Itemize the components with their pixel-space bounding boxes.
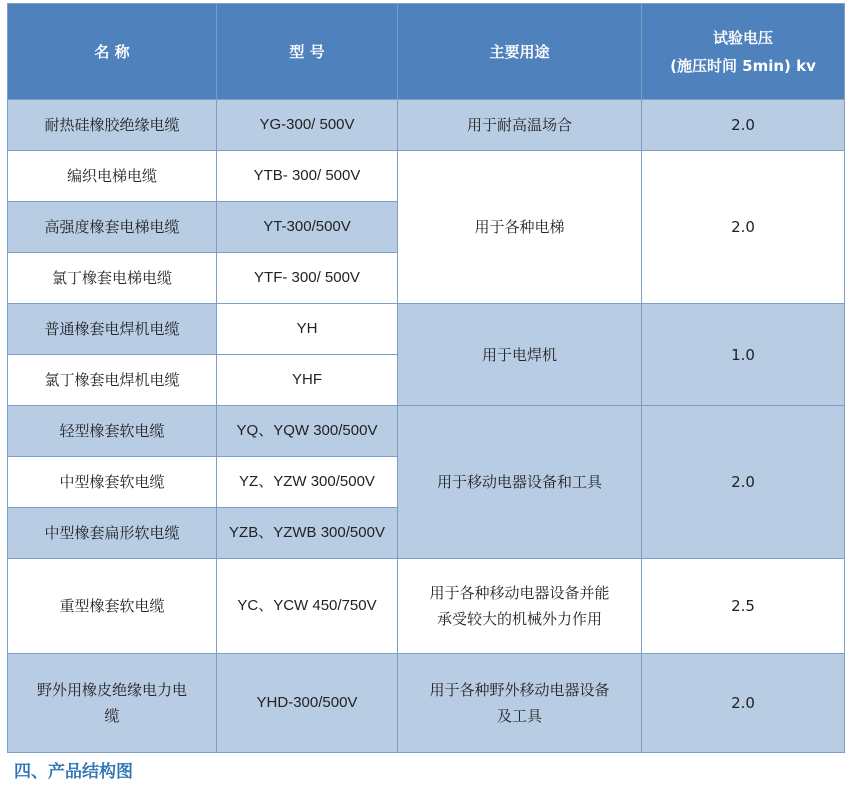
cell-voltage: 2.0 [642, 406, 845, 559]
cell-use: 用于耐高温场合 [398, 100, 642, 151]
cell-name: 高强度橡套电梯电缆 [8, 202, 217, 253]
table-row [8, 304, 845, 355]
cell-voltage: 2.0 [642, 100, 845, 151]
cell-name: 编织电梯电缆 [8, 151, 217, 202]
cell-voltage: 1.0 [642, 304, 845, 406]
cell-model: YT-300/500V [217, 202, 398, 253]
header-name: 名 称 [8, 4, 217, 100]
cell-use-line2: 承受较大的机械外力作用 [436, 610, 602, 628]
table-row [8, 654, 845, 753]
cell-name: 轻型橡套软电缆 [8, 406, 217, 457]
cell-name: 氯丁橡套电梯电缆 [8, 253, 217, 304]
header-voltage-line2: (施压时间 5min) kv [670, 56, 816, 75]
header-voltage-line1: 试验电压 [712, 28, 773, 47]
cell-use [398, 559, 642, 654]
table-row [8, 100, 845, 151]
spec-table [7, 3, 845, 753]
cell-name-line2: 缆 [104, 707, 120, 725]
section-heading: 四、产品结构图 [14, 762, 133, 782]
cell-name-line1: 野外用橡皮绝缘电力电 [36, 681, 187, 699]
cell-name [8, 654, 217, 753]
header-use: 主要用途 [398, 4, 642, 100]
cell-model: YHD-300/500V [217, 654, 398, 753]
cell-use-line1: 用于各种移动电器设备并能 [429, 584, 610, 602]
cell-model: YTF- 300/ 500V [217, 253, 398, 304]
cell-use-line2: 及工具 [496, 707, 542, 725]
cell-name: 中型橡套软电缆 [8, 457, 217, 508]
cell-name: 氯丁橡套电焊机电缆 [8, 355, 217, 406]
cell-voltage: 2.0 [642, 151, 845, 304]
table-row [8, 151, 845, 202]
cell-use: 用于移动电器设备和工具 [398, 406, 642, 559]
cell-name: 重型橡套软电缆 [8, 559, 217, 654]
table-row [8, 406, 845, 457]
cell-model: YH [217, 304, 398, 355]
cell-voltage: 2.0 [642, 654, 845, 753]
cell-model: YHF [217, 355, 398, 406]
cell-use [398, 654, 642, 753]
cell-model: YC、YCW 450/750V [217, 559, 398, 654]
header-voltage [642, 4, 845, 100]
header-model: 型 号 [217, 4, 398, 100]
cell-model: YZB、YZWB 300/500V [217, 508, 398, 559]
cell-model: YZ、YZW 300/500V [217, 457, 398, 508]
cell-model: YTB- 300/ 500V [217, 151, 398, 202]
table-row [8, 559, 845, 654]
cell-use: 用于各种电梯 [398, 151, 642, 304]
table-header-row [8, 4, 845, 100]
cell-name: 中型橡套扁形软电缆 [8, 508, 217, 559]
cell-model: YQ、YQW 300/500V [217, 406, 398, 457]
cell-name: 普通橡套电焊机电缆 [8, 304, 217, 355]
cell-use-line1: 用于各种野外移动电器设备 [429, 681, 610, 699]
cell-model: YG-300/ 500V [217, 100, 398, 151]
cell-use: 用于电焊机 [398, 304, 642, 406]
cell-voltage: 2.5 [642, 559, 845, 654]
cell-name: 耐热硅橡胶绝缘电缆 [8, 100, 217, 151]
